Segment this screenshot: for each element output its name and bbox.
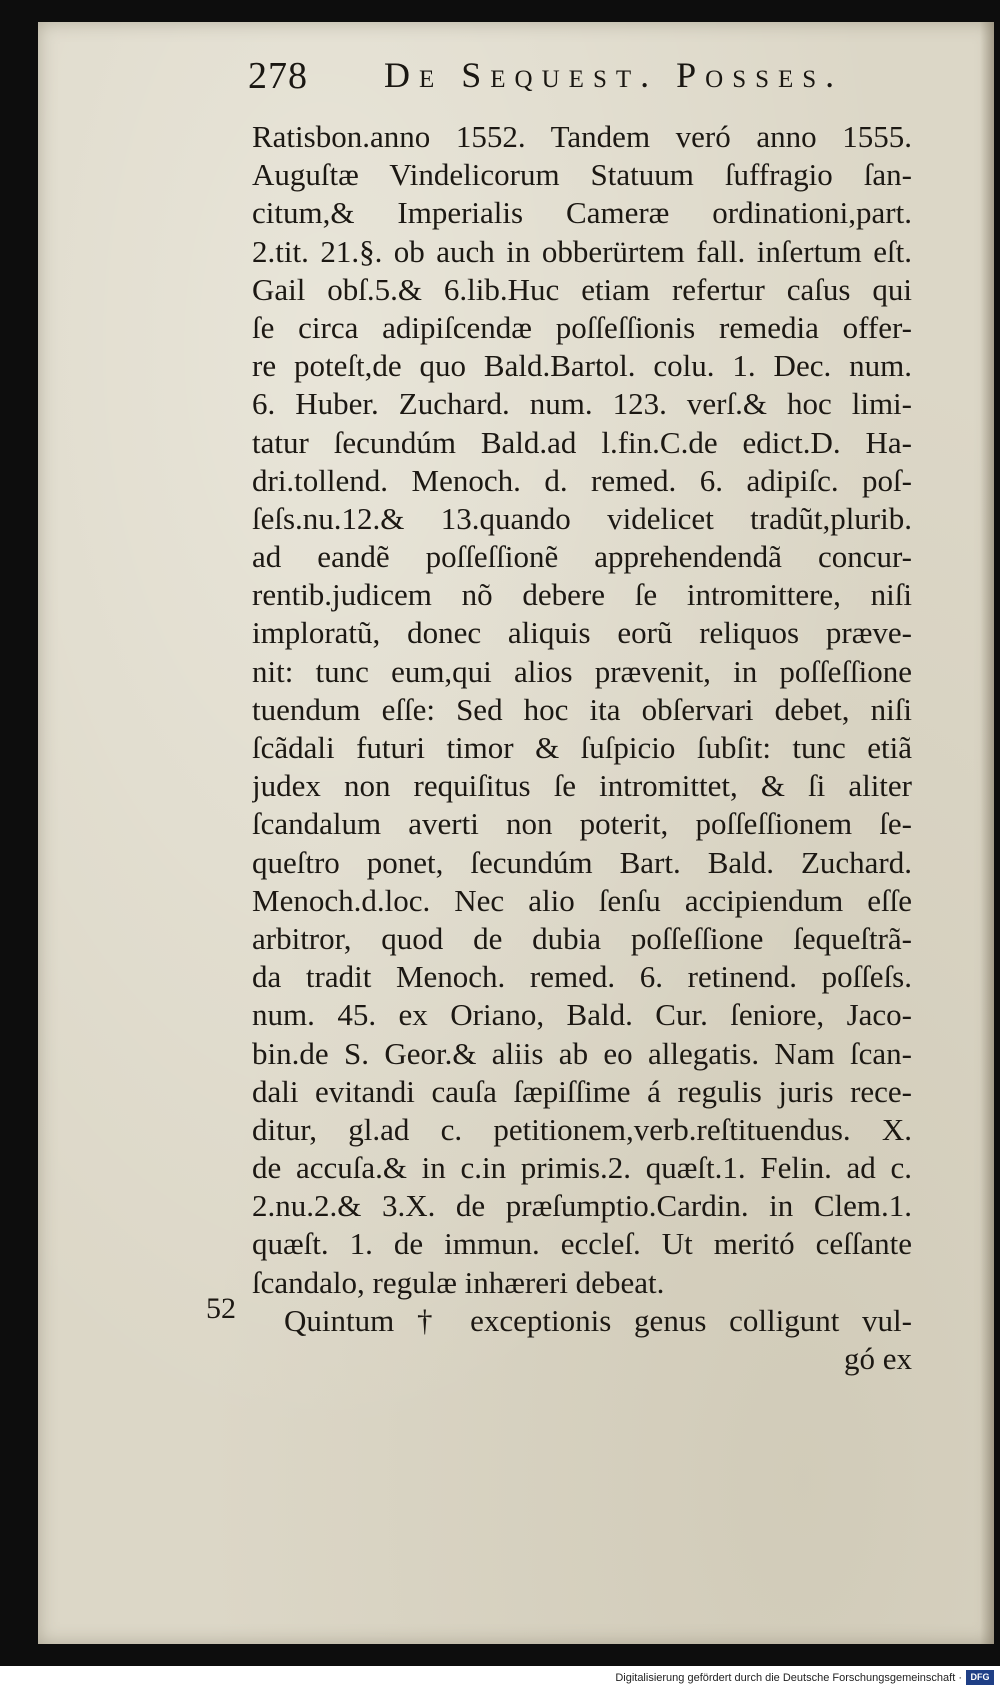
- footer-bar: [0, 1666, 1000, 1688]
- text-line: queſtro ponet, ſecundúm Bart. Bald. Zuchard.: [252, 844, 912, 880]
- text-line: ad eandẽ poſſeſſionẽ apprehendendã concur-: [252, 539, 912, 575]
- margin-number: 52: [206, 1292, 236, 1325]
- text-line: Gail obſ.5.& 6.lib.Huc etiam refertur caſus qui: [252, 271, 912, 307]
- text-line: bin.de S. Geor.& aliis ab eo allegatis. Nam ſcan-: [252, 1035, 912, 1071]
- text-line: ſeſs.nu.12.& 13.quando videlicet tradũt,plurib.: [252, 500, 912, 536]
- text-line: Ratisbon.anno 1552. Tandem veró anno 1555.: [252, 119, 912, 154]
- page-edge-shadow: [980, 22, 994, 1644]
- text-line: arbitror, quod de dubia poſſeſſione ſequeſtrã-: [252, 920, 912, 956]
- text-line: nit: tunc eum,qui alios prævenit, in poſſeſſione: [252, 653, 912, 689]
- digitization-credit: Digitalisierung gefördert durch die Deutsche Forschungsgemeinschaft ·: [615, 1672, 962, 1684]
- paragraph-start-line: Quintum † exceptionis genus colligunt vul-: [284, 1302, 912, 1338]
- text-line: tuendum eſſe: Sed hoc ita obſervari debet, niſi: [252, 691, 912, 727]
- dfg-logo: DFG: [966, 1670, 994, 1685]
- text-line: Menoch.d.loc. Nec alio ſenſu accipiendum eſſe: [252, 882, 912, 918]
- text-line: da tradit Menoch. remed. 6. retinend. poſſeſs.: [252, 959, 912, 995]
- text-line: 2.tit. 21.§. ob auch in obberürtem fall. inſertum eſt.: [252, 233, 912, 269]
- page-header: [248, 54, 908, 110]
- text-line: num. 45. ex Oriano, Bald. Cur. ſeniore, Jaco-: [252, 997, 912, 1033]
- text-line: dali evitandi cauſa ſæpiſſime á regulis juris rece-: [252, 1073, 912, 1109]
- text-line: 2.nu.2.& 3.X. de præſumptio.Cardin. in Clem.1.: [252, 1188, 912, 1224]
- text-line: judex non requiſitus ſe intromittet, & ſi aliter: [252, 768, 912, 804]
- text-line: ditur, gl.ad c. petitionem,verb.reſtituendus. X.: [252, 1111, 912, 1147]
- text-line: ſe circa adipiſcendæ poſſeſſionis remedia offer-: [252, 309, 912, 345]
- main-text-block: [252, 118, 912, 1378]
- text-line: citum,& Imperialis Cameræ ordinationi,part.: [252, 195, 912, 231]
- text-line: re poteſt,de quo Bald.Bartol. colu. 1. Dec. num.: [252, 348, 912, 384]
- text-line: quæſt. 1. de immun. eccleſ. Ut meritó ceſſante: [252, 1226, 912, 1262]
- catchword: gó ex: [843, 1341, 912, 1376]
- text-line: de accuſa.& in c.in primis.2. quæſt.1. Felin. ad c.: [252, 1150, 912, 1186]
- text-line: Auguſtæ Vindelicorum Statuum ſuffragio ſan-: [252, 157, 912, 193]
- text-line: dri.tollend. Menoch. d. remed. 6. adipiſc. poſ-: [252, 462, 912, 498]
- text-line: imploratũ, donec aliquis eorũ reliquos præve-: [252, 615, 912, 651]
- running-title: De Sequest. Posses.: [384, 55, 844, 95]
- text-line: ſcãdali futuri timor & ſuſpicio ſubſit: tunc etiã: [252, 730, 912, 765]
- text-line: tatur ſecundúm Bald.ad l.fin.C.de edict.D. Ha-: [252, 424, 912, 460]
- text-line: rentib.judicem nõ debere ſe intromittere, niſi: [252, 577, 912, 613]
- text-line: ſcandalum averti non poterit, poſſeſſionem ſe-: [252, 806, 912, 842]
- page-number: 278: [248, 55, 308, 97]
- text-line: 6. Huber. Zuchard. num. 123. verſ.& hoc limi-: [252, 386, 912, 422]
- text-line: ſcandalo, regulæ inhæreri debeat.: [252, 1264, 665, 1300]
